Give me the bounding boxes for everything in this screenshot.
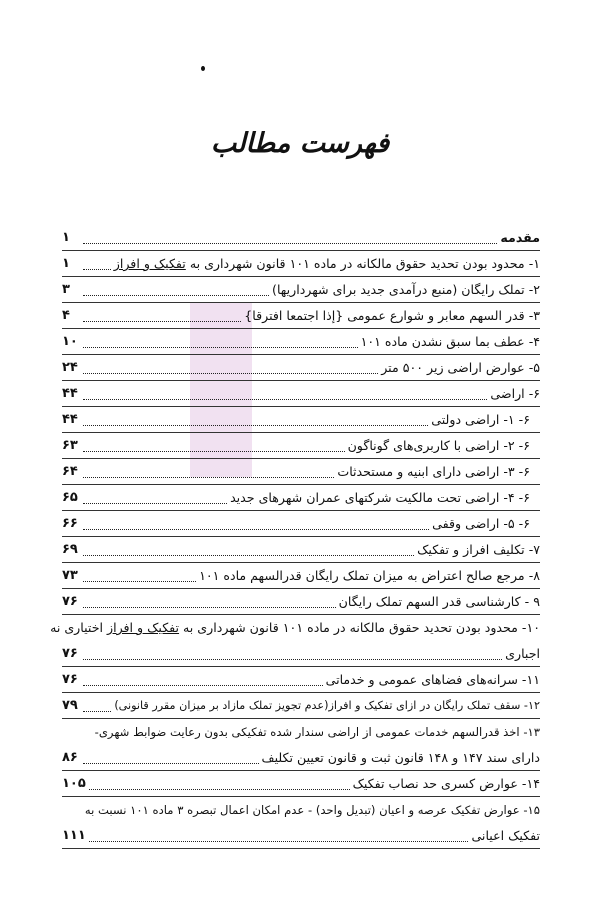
toc-item-1[interactable]: ۱- محدود بودن تحدید حقوق مالکانه در ماده ۱۰۱ قانون شهرداری به تفکیک و افراز ۱: [62, 250, 540, 277]
toc-item-8[interactable]: ۸- مرجع صالح اعتراض به میزان تملک رایگان قدرالسهم ماده ۱۰۱ ۷۳: [62, 562, 540, 589]
toc-item-7[interactable]: ۷- تکلیف افراز و تفکیک ۶۹: [62, 536, 540, 563]
toc-item-13-cont[interactable]: دارای سند ۱۴۷ و ۱۴۸ قانون ثبت و قانون تعیین تکلیف ۸۶: [62, 744, 540, 771]
page-title: فهرست مطالب: [210, 128, 390, 159]
toc-item-10-cont[interactable]: اجباری ۷۶: [62, 640, 540, 667]
toc-item-6-4[interactable]: ۶- ۴- اراضی تحت مالکیت شرکتهای عمران شهرهای جدید ۶۵: [62, 484, 540, 511]
toc-item-15-cont[interactable]: تفکیک اعیانی ۱۱۱: [62, 822, 540, 849]
toc-item-6[interactable]: ۶- اراضی ۴۴: [62, 380, 540, 407]
toc-item-12[interactable]: ۱۲- سقف تملک رایگان در ازای تفکیک و افراز(عدم تجویز تملک مازاد بر میزان مقرر قانونی) ۷۹: [62, 692, 540, 719]
toc-item-4[interactable]: ۴- عطف بما سبق نشدن ماده ۱۰۱ ۱۰: [62, 328, 540, 355]
toc-item-14[interactable]: ۱۴- عوارض کسری حد نصاب تفکیک ۱۰۵: [62, 770, 540, 797]
toc-intro[interactable]: مقدمه ۱: [62, 224, 540, 251]
toc-item-6-1[interactable]: ۶- ۱- اراضی دولتی ۴۴: [62, 406, 540, 433]
toc-item-13[interactable]: ۱۳- اخذ قدرالسهم خدمات عمومی از اراضی سندار شده تفکیکی بدون رعایت ضوابط شهری-: [94, 725, 540, 739]
toc-item-5[interactable]: ۵- عوارض اراضی زیر ۵۰۰ متر ۲۴: [62, 354, 540, 381]
toc-item-10[interactable]: ۱۰- محدود بودن تحدید حقوق مالکانه در ماده ۱۰۱ قانون شهرداری به تفکیک و افراز اختیاری نه: [50, 620, 540, 635]
toc-item-6-3[interactable]: ۶- ۳- اراضی دارای ابنیه و مستحدثات ۶۴: [62, 458, 540, 485]
toc-item-6-2[interactable]: ۶- ۲- اراضی با کاربری‌های گوناگون ۶۳: [62, 432, 540, 459]
toc-item-6-5[interactable]: ۶- ۵- اراضی وقفی ۶۶: [62, 510, 540, 537]
toc-item-15[interactable]: ۱۵- عوارض تفکیک عرصه و اعیان (تبدیل واحد) - عدم امکان اعمال تبصره ۳ ماده ۱۰۱ نسبت به: [84, 803, 540, 817]
toc-item-11[interactable]: ۱۱- سرانه‌های فضاهای عمومی و خدماتی ۷۶: [62, 666, 540, 693]
toc-item-3[interactable]: ۳- قدر السهم معابر و شوارع عمومی {إذا اجتمعا افترقا} ۴: [62, 302, 540, 329]
toc-item-9[interactable]: ۹ - کارشناسی قدر السهم تملک رایگان ۷۶: [62, 588, 540, 615]
toc-item-2[interactable]: ۲- تملک رایگان (منبع درآمدی جدید برای شهرداریها) ۳: [62, 276, 540, 303]
page-mark: [201, 66, 205, 71]
